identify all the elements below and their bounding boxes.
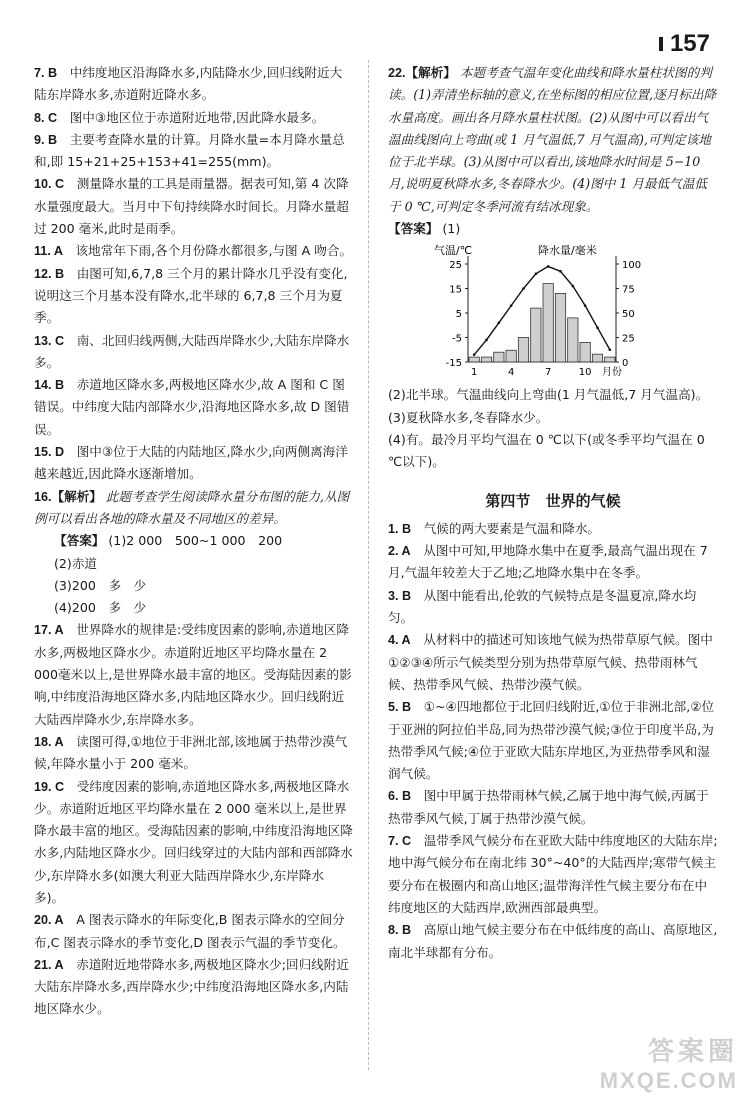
answer-item bbox=[34, 107, 354, 129]
item-text: 测量降水量的工具是雨量器。据表可知,第 4 次降水量强度最大。当月中下旬持续降水时间长。月降水量超过 200 毫米,此时是雨季。 bbox=[34, 176, 349, 237]
item-number: 4. A bbox=[388, 633, 411, 648]
item-number: 2. A bbox=[388, 544, 411, 559]
y-right-axis-title: 降水量/毫米 bbox=[538, 244, 597, 258]
item-text: 由图可知,6,7,8 三个月的累计降水几乎没有变化,说明这三个月基本没有降水,北半球的 6,7,8 三个月为夏季。 bbox=[34, 265, 348, 326]
answer-block-16 bbox=[34, 530, 354, 619]
item-text: 从图中可知,甲地降水集中在夏季,最高气温出现在 7 月,气温年较差大于乙地;乙地降水集中在冬季。 bbox=[388, 543, 708, 581]
item-number: 6. B bbox=[388, 789, 412, 804]
answer-line: (2)北半球。气温曲线向上弯曲(1 月气温低,7 月气温高)。 bbox=[388, 387, 709, 403]
answer-line: (1)2 000 500~1 000 200 bbox=[108, 533, 283, 549]
answer-block-22 bbox=[388, 218, 718, 240]
answer-item-16 bbox=[34, 486, 354, 531]
item-number: 11. A bbox=[34, 244, 63, 259]
temperature-point bbox=[535, 273, 538, 276]
page-number-text: 157 bbox=[669, 30, 710, 57]
precip-bar bbox=[543, 284, 553, 362]
x-axis-title: 月份 bbox=[602, 367, 622, 379]
y-left-tick-label: 15 bbox=[449, 284, 462, 296]
item-text: 气候的两大要素是气温和降水。 bbox=[423, 520, 601, 536]
y-right-tick-label: 50 bbox=[622, 309, 635, 321]
answer-line: (4)200 多 少 bbox=[54, 600, 147, 616]
page-marker-icon bbox=[659, 37, 663, 51]
item-number: 3. B bbox=[388, 588, 412, 603]
temperature-point bbox=[547, 266, 550, 269]
x-tick-label: 1 bbox=[470, 367, 478, 379]
item-text: 南、北回归线两侧,大陆西岸降水少,大陆东岸降水多。 bbox=[34, 332, 350, 370]
answer-item bbox=[34, 441, 354, 486]
answer-item bbox=[34, 263, 354, 330]
item-number: 7. C bbox=[388, 834, 412, 849]
answer-item bbox=[34, 330, 354, 375]
answer-item-22 bbox=[388, 62, 718, 218]
y-right-tick-label: 0 bbox=[622, 358, 629, 370]
answer-item bbox=[34, 62, 354, 107]
section-label: 第四节 bbox=[485, 491, 531, 510]
item-text: 该地常年下雨,各个月份降水都很多,与图 A 吻合。 bbox=[75, 243, 353, 259]
watermark-logo: 答案圈 MXQE.COM bbox=[599, 1036, 738, 1093]
y-right-tick-label: 100 bbox=[622, 260, 642, 272]
precip-bar bbox=[605, 357, 615, 362]
analysis-text: 此题考查学生阅读降水量分布图的能力,从图例可以看出各地的降水量及不同地区的差异。 bbox=[34, 488, 350, 526]
answer-line: (3)夏秋降水多,冬春降水少。 bbox=[388, 409, 549, 425]
temperature-point bbox=[584, 305, 587, 308]
precip-bar bbox=[506, 351, 516, 363]
item-number: 7. B bbox=[34, 66, 58, 80]
answer-item bbox=[34, 374, 354, 441]
y-left-tick-label: -5 bbox=[452, 333, 462, 345]
item-number: 18. A bbox=[34, 734, 64, 749]
temperature-point bbox=[572, 285, 575, 288]
precip-bar bbox=[494, 353, 504, 363]
climate-chart-svg bbox=[416, 242, 686, 382]
x-tick-label: 4 bbox=[507, 367, 515, 379]
answer-item bbox=[34, 731, 354, 776]
left-column bbox=[34, 62, 354, 1021]
temperature-point bbox=[609, 349, 612, 352]
temperature-line bbox=[474, 267, 610, 355]
answer-item bbox=[34, 173, 354, 240]
answer-item bbox=[34, 776, 354, 910]
analysis-text: 本题考查气温年变化曲线和降水量柱状图的判读。(1)弄清坐标轴的意义,在坐标图的相应位置,逐月标出降水量高度。画出各月降水量柱状图。(2)从图中可以看出气温曲线图向上弯曲(或 1 月气温低,7 月气温高),可判定该地位于北半球。(3)从图中可以看出,该地降水时间是 5−10 月,说明夏秋降水多,冬春降水少。(4)图中 1 月最低气温低于 0 ℃,可判定冬季河流有结冰现象。 bbox=[388, 65, 717, 214]
section-title: 世界的气候 bbox=[545, 491, 621, 510]
temperature-point bbox=[522, 288, 525, 291]
item-text: 高原山地气候主要分布在中低纬度的高山、高原地区,南北半球都有分布。 bbox=[388, 922, 718, 960]
item-number: 8. B bbox=[388, 923, 412, 938]
temperature-point bbox=[559, 270, 562, 273]
y-left-tick-label: 5 bbox=[455, 309, 462, 321]
item-number: 12. B bbox=[34, 266, 65, 281]
x-tick-label: 10 bbox=[578, 367, 592, 379]
item-text: A 图表示降水的年际变化,B 图表示降水的空间分布,C 图表示降水的季节变化,D 图表示气温的季节变化。 bbox=[34, 912, 346, 950]
temperature-point bbox=[596, 327, 599, 330]
precip-bar bbox=[580, 343, 590, 363]
item-number: 8. C bbox=[34, 110, 58, 125]
item-text: 读图可得,①地位于非洲北部,该地属于热带沙漠气候,年降水量小于 200 毫米。 bbox=[34, 733, 348, 772]
answer-item bbox=[34, 909, 354, 954]
climate-answer-item bbox=[388, 785, 718, 830]
item-text: 图中③地区位于赤道附近地带,因此降水最多。 bbox=[69, 109, 325, 125]
item-text: 受纬度因素的影响,赤道地区降水多,两极地区降水少。赤道附近地区平均降水量在 2 000 毫米以上,是世界降水最丰富的地区。受海陆因素的影响,中纬度沿海地区降水多,内陆地区降水少。回归线穿过的大陆内部和西部降水少,东岸降水多(如澳大利亚大陆西岸降水少,东岸降水多)。 bbox=[34, 778, 353, 905]
climate-answer-item bbox=[388, 696, 718, 785]
answer-item bbox=[34, 129, 354, 174]
precip-bar bbox=[481, 357, 491, 362]
answer-line: (3)200 多 少 bbox=[54, 577, 147, 593]
precip-bar bbox=[555, 294, 565, 363]
item-text: 赤道地区降水多,两极地区降水少,故 A 图和 C 图错误。中纬度大陆内部降水少,沿海地区降水多,故 D 图错误。 bbox=[34, 377, 350, 437]
item-number: 14. B bbox=[34, 378, 65, 393]
item-number: 13. C bbox=[34, 333, 65, 348]
climate-answer-item bbox=[388, 518, 718, 540]
temperature-point bbox=[485, 339, 488, 342]
item-number: 15. D bbox=[34, 445, 65, 460]
item-text: 图中③位于大陆的内陆地区,降水少,向两侧离海洋越来越近,因此降水逐渐增加。 bbox=[34, 444, 348, 482]
y-right-tick-label: 25 bbox=[622, 333, 635, 345]
temperature-point bbox=[473, 354, 476, 357]
section-heading bbox=[388, 490, 718, 512]
climate-answer-item bbox=[388, 629, 718, 696]
item-number: 21. A bbox=[34, 957, 64, 972]
precip-bar bbox=[469, 357, 479, 362]
y-left-axis-title: 气温/℃ bbox=[434, 244, 473, 258]
item-number: 16.【解析】 bbox=[34, 489, 102, 504]
item-text: 赤道附近地带降水多,两极地区降水少;回归线附近大陆东岸降水多,西岸降水少;中纬度沿海地区降水多,内陆地区降水少。 bbox=[34, 956, 349, 1017]
item-text: 图中甲属于热带雨林气候,乙属于地中海气候,丙属于热带季风气候,丁属于热带沙漠气候。 bbox=[388, 788, 709, 826]
item-number: 19. C bbox=[34, 779, 65, 794]
item-number: 22.【解析】 bbox=[388, 66, 456, 80]
item-text: ①~④四地都位于北回归线附近,①位于非洲北部,②位于亚洲的阿拉伯半岛,同为热带沙漠气候;③位于印度半岛,为热带季风气候;④位于亚欧大陆东岸地区,为亚热带季风和湿润气候。 bbox=[388, 699, 715, 782]
climate-answer-item bbox=[388, 830, 718, 919]
y-left-tick-label: -15 bbox=[445, 358, 462, 370]
item-number: 9. B bbox=[34, 132, 58, 147]
answer-line: (2)赤道 bbox=[54, 555, 98, 571]
answer-line: (1) bbox=[442, 221, 461, 237]
precip-bar bbox=[518, 338, 528, 363]
item-number: 1. B bbox=[388, 521, 412, 536]
item-text: 温带季风气候分布在亚欧大陆中纬度地区的大陆东岸;地中海气候分布在南北纬 30°~40°的大陆西岸;寒带气候主要分布在极圈内和高山地区;温带海洋性气候主要分布在中纬度地区的大陆西岸,欧洲西部最典型。 bbox=[388, 833, 718, 915]
precip-bar bbox=[568, 318, 578, 362]
right-column bbox=[388, 62, 718, 964]
answer-item bbox=[34, 954, 354, 1021]
item-text: 中纬度地区沿海降水多,内陆降水少,回归线附近大陆东岸降水多,赤道附近降水多。 bbox=[34, 65, 343, 103]
answer-item bbox=[34, 619, 354, 730]
item-text: 主要考查降水量的计算。月降水量=本月降水量总和,即 15+21+25+153+41=255(mm)。 bbox=[34, 131, 345, 170]
page-number bbox=[659, 30, 710, 58]
item-number: 5. B bbox=[388, 700, 412, 715]
item-number: 17. A bbox=[34, 623, 64, 638]
climate-answer-item bbox=[388, 919, 718, 964]
climate-answer-item bbox=[388, 540, 718, 585]
answer-label: 【答案】 bbox=[54, 533, 105, 549]
column-divider bbox=[368, 60, 369, 1070]
item-number: 10. C bbox=[34, 177, 65, 192]
item-text: 从图中能看出,伦敦的气候特点是冬温夏凉,降水均匀。 bbox=[388, 587, 697, 626]
precip-bar bbox=[592, 355, 602, 363]
answer-line: (4)有。最冷月平均气温在 0 ℃以下(或冬季平均气温在 0 ℃以下)。 bbox=[388, 431, 705, 470]
item-text: 从材料中的描述可知该地气候为热带草原气候。图中①②③④所示气候类型分别为热带草原气候、热带雨林气候、热带季风气候、热带沙漠气候。 bbox=[388, 632, 713, 692]
climate-chart bbox=[416, 242, 686, 382]
x-tick-label: 7 bbox=[544, 367, 552, 379]
precip-bar bbox=[531, 308, 541, 362]
answer-label: 【答案】 bbox=[388, 221, 439, 237]
y-left-tick-label: 25 bbox=[449, 260, 462, 272]
item-text: 世界降水的规律是:受纬度因素的影响,赤道地区降水多,两极地区降水少。赤道附近地区平均降水量在 2 000毫米以上,是世界降水最丰富的地区。受海陆因素的影响,中纬度沿海地区降水多,内陆地区降水少。回归线附近大陆西岸降水少,东岸降水多。 bbox=[34, 622, 352, 727]
y-right-tick-label: 75 bbox=[622, 284, 635, 296]
answer-item bbox=[34, 240, 354, 262]
climate-answer-item bbox=[388, 585, 718, 630]
temperature-point bbox=[510, 305, 513, 308]
item-number: 20. A bbox=[34, 913, 64, 928]
temperature-point bbox=[498, 322, 501, 325]
